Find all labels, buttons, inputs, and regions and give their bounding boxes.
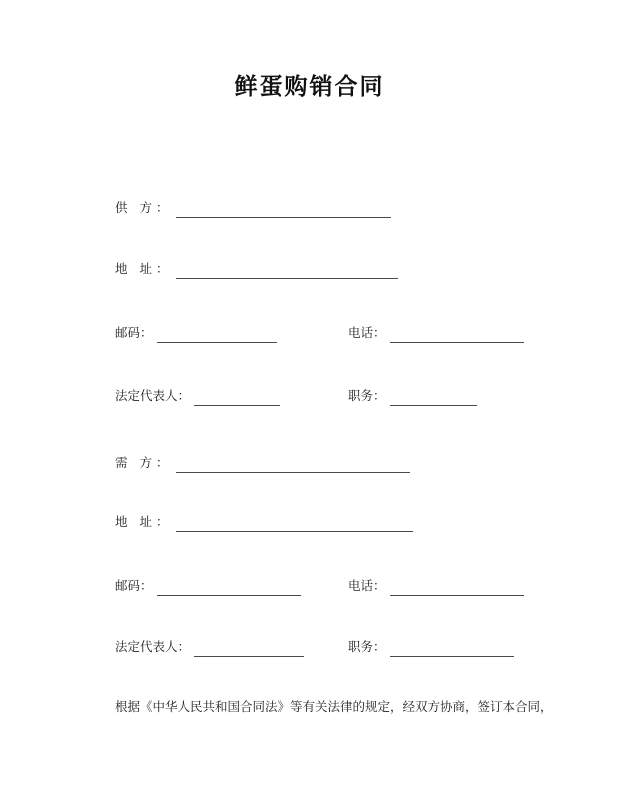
- buyer-position-field[interactable]: [348, 635, 514, 657]
- supplier-legal-rep-label: 法定代表人：: [115, 388, 191, 403]
- buyer-address-label: 地 址：: [115, 514, 173, 529]
- supplier-position-input[interactable]: [390, 391, 477, 406]
- page-title: 鲜蛋购销合同: [234, 74, 385, 100]
- buyer-name-field[interactable]: [115, 451, 410, 473]
- supplier-name-input[interactable]: [176, 203, 391, 218]
- closing-paragraph: 根据《中华人民共和国合同法》等有关法律的规定，经双方协商，签订本合同，: [115, 699, 553, 714]
- buyer-postcode-field[interactable]: [115, 574, 301, 596]
- supplier-address-field[interactable]: [115, 257, 398, 279]
- supplier-postcode-input[interactable]: [157, 328, 277, 343]
- buyer-position-input[interactable]: [390, 642, 514, 657]
- buyer-address-input[interactable]: [176, 517, 413, 532]
- supplier-name-field[interactable]: [115, 196, 391, 218]
- buyer-phone-field[interactable]: [348, 574, 524, 596]
- supplier-address-row: [0, 257, 619, 279]
- buyer-legal-rep-input[interactable]: [194, 642, 304, 657]
- supplier-phone-label: 电话：: [348, 325, 386, 340]
- buyer-phone-label: 电话：: [348, 578, 386, 593]
- supplier-address-input[interactable]: [176, 264, 398, 279]
- supplier-legal-rep-input[interactable]: [194, 391, 280, 406]
- supplier-postcode-field[interactable]: [115, 321, 277, 343]
- buyer-address-field[interactable]: [115, 510, 413, 532]
- supplier-name-row: [0, 196, 619, 218]
- supplier-representative-row: [0, 384, 619, 406]
- supplier-position-field[interactable]: [348, 384, 477, 406]
- buyer-name-label: 需 方：: [115, 455, 173, 470]
- buyer-legal-rep-label: 法定代表人：: [115, 639, 191, 654]
- buyer-postcode-input[interactable]: [157, 581, 301, 596]
- buyer-position-label: 职务：: [348, 639, 386, 654]
- supplier-contact-row: [0, 321, 619, 343]
- buyer-phone-input[interactable]: [390, 581, 524, 596]
- supplier-legal-rep-field[interactable]: [115, 384, 280, 406]
- buyer-name-row: [0, 451, 619, 473]
- supplier-position-label: 职务：: [348, 388, 386, 403]
- buyer-representative-row: [0, 635, 619, 657]
- supplier-phone-field[interactable]: [348, 321, 524, 343]
- supplier-name-label: 供 方：: [115, 200, 173, 215]
- buyer-address-row: [0, 510, 619, 532]
- buyer-name-input[interactable]: [176, 458, 410, 473]
- supplier-phone-input[interactable]: [390, 328, 524, 343]
- supplier-address-label: 地 址：: [115, 261, 173, 276]
- supplier-postcode-label: 邮码：: [115, 325, 153, 340]
- buyer-contact-row: [0, 574, 619, 596]
- buyer-postcode-label: 邮码：: [115, 578, 153, 593]
- buyer-legal-rep-field[interactable]: [115, 635, 304, 657]
